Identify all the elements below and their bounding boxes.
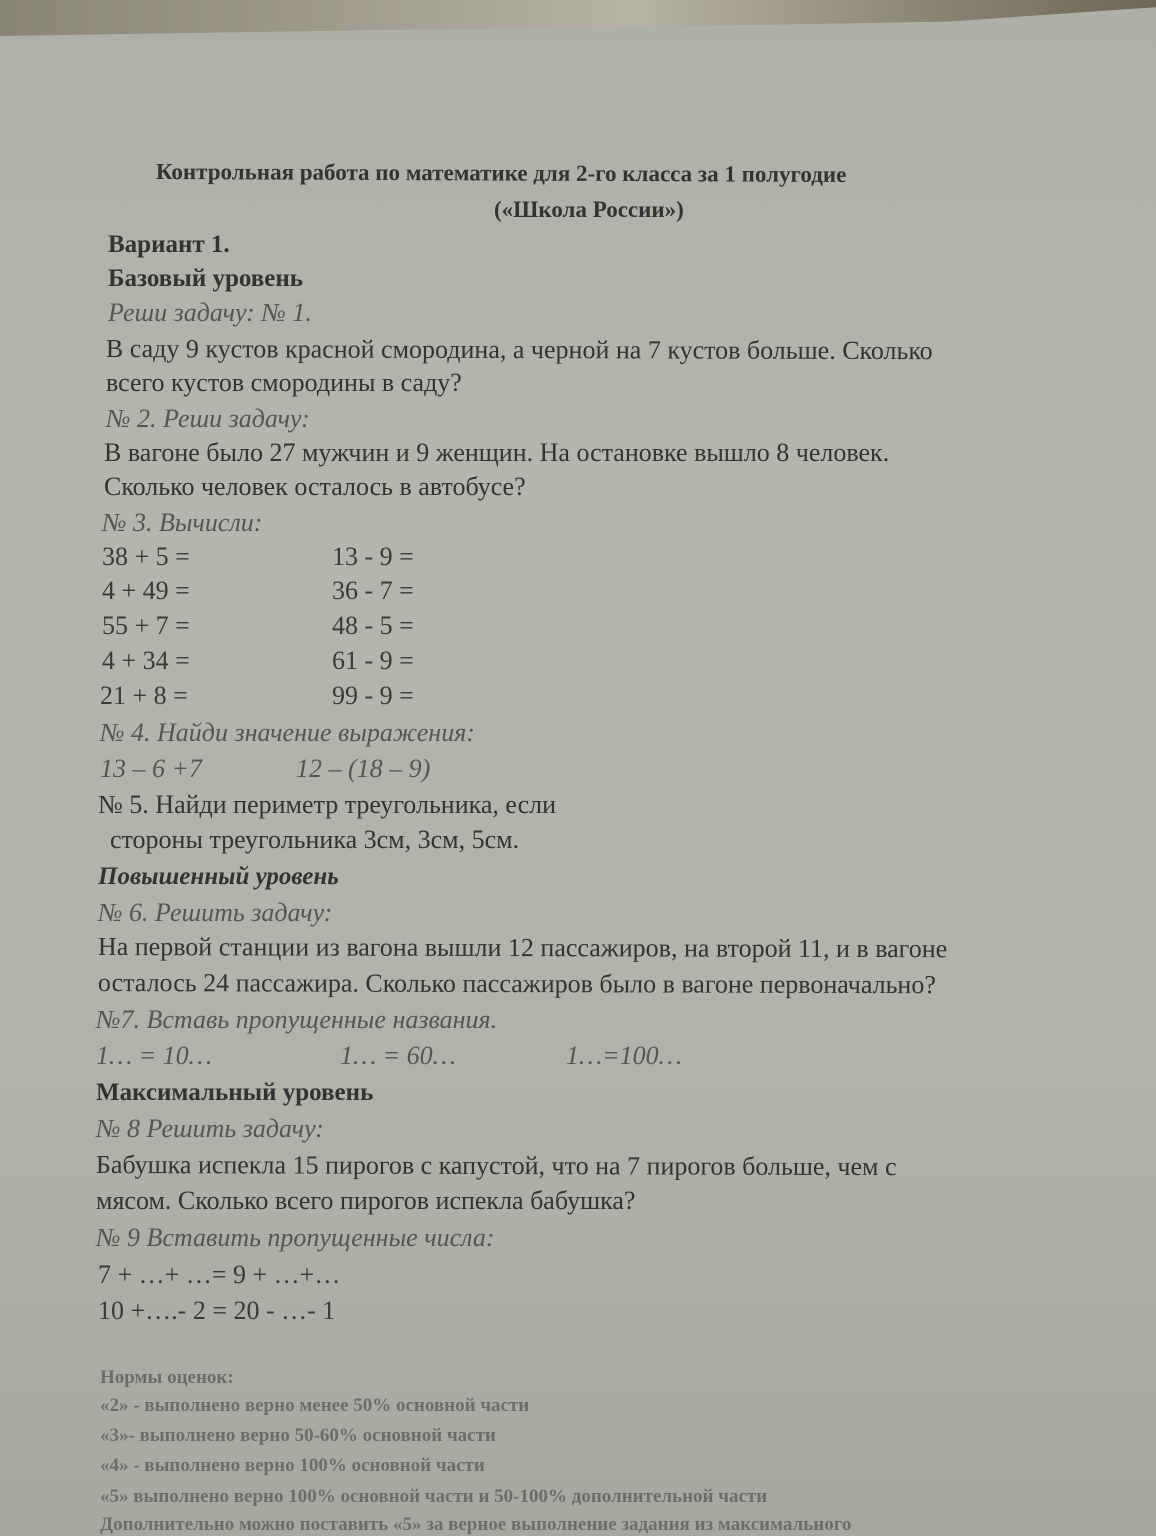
grading-item-4: «4» - выполнено верно 100% основной части — [100, 1455, 485, 1476]
task4-heading: № 4. Найди значение выражения: — [100, 718, 475, 747]
level-basic-heading: Базовый уровень — [108, 265, 303, 292]
task3-heading: № 3. Вычисли: — [102, 508, 263, 537]
title-line-2: («Школа России») — [494, 197, 684, 222]
grading-item-3: «3»- выполнено верно 50-60% основной части — [100, 1425, 496, 1446]
task2-text-line2: Сколько человек осталось в автобусе? — [104, 472, 526, 501]
task4-expr-2: 12 – (18 – 9) — [296, 754, 431, 783]
task9-heading: № 9 Вставить пропущенные числа: — [96, 1223, 495, 1252]
task7-heading: №7. Вставь пропущенные названия. — [96, 1005, 498, 1034]
task1-heading: Реши задачу: № 1. — [108, 298, 312, 327]
task2-text-line1: В вагоне было 27 мужчин и 9 женщин. На остановке вышло 8 человек. — [104, 438, 890, 467]
task8-heading: № 8 Решить задачу: — [96, 1114, 324, 1143]
level-advanced-heading: Повышенный уровень — [98, 863, 339, 890]
task1-text-line2: всего кустов смородины в саду? — [106, 368, 462, 397]
grading-item-5: «5» выполнено верно 100% основной части и 50-100% дополнительной части — [100, 1486, 768, 1507]
task7-expr-2: 1… = 60… — [340, 1041, 456, 1070]
task8-text-line2: мясом. Сколько всего пирогов испекла бабушка? — [96, 1186, 636, 1215]
grading-heading: Нормы оценок: — [100, 1367, 234, 1388]
page-top-edge — [0, 0, 1156, 36]
task3-left-5: 21 + 8 = — [100, 681, 188, 710]
task3-left-3: 55 + 7 = — [102, 611, 190, 640]
task8-text-line1: Бабушка испекла 15 пирогов с капустой, что на 7 пирогов больше, чем с — [95, 1150, 897, 1182]
task6-heading: № 6. Решить задачу: — [98, 898, 333, 927]
task9-expr-2: 10 +….- 2 = 20 - …- 1 — [98, 1296, 336, 1325]
variant-label: Вариант 1. — [108, 231, 230, 258]
task3-left-2: 4 + 49 = — [102, 576, 190, 605]
task3-left-1: 38 + 5 = — [102, 542, 190, 571]
task5-text-line2: стороны треугольника 3см, 3см, 5см. — [110, 825, 520, 854]
task5-text-line1: № 5. Найди периметр треугольника, если — [98, 790, 557, 819]
grading-item-2: «2» - выполнено верно менее 50% основной части — [100, 1395, 530, 1416]
task7-expr-1: 1… = 10… — [96, 1041, 212, 1070]
task6-text-line2: осталось 24 пассажира. Сколько пассажиров было в вагоне первоначально? — [97, 968, 936, 1000]
task7-expr-3: 1…=100… — [566, 1041, 682, 1070]
task3-right-2: 36 - 7 = — [332, 576, 414, 605]
task6-text-line1: На первой станции из вагона вышли 12 пассажиров, на второй 11, и в вагоне — [97, 932, 948, 964]
task3-right-1: 13 - 9 = — [332, 542, 414, 571]
task3-right-3: 48 - 5 = — [332, 611, 414, 640]
level-max-heading: Максимальный уровень — [96, 1079, 374, 1106]
grading-item-extra: Дополнительно можно поставить «5» за верное выполнение задания из максимального — [100, 1514, 852, 1535]
task4-expr-1: 13 – 6 +7 — [100, 754, 203, 783]
task3-right-5: 99 - 9 = — [332, 681, 414, 710]
task1-text-line1: В саду 9 кустов красной смородина, а черной на 7 кустов больше. Сколько — [105, 334, 933, 366]
task3-left-4: 4 + 34 = — [102, 646, 190, 675]
task9-expr-1: 7 + …+ …= 9 + …+… — [98, 1260, 341, 1289]
task3-right-4: 61 - 9 = — [332, 646, 414, 675]
title-line-1: Контрольная работа по математике для 2-го класса за 1 полугодие — [155, 158, 847, 188]
task2-heading: № 2. Реши задачу: — [106, 404, 310, 433]
